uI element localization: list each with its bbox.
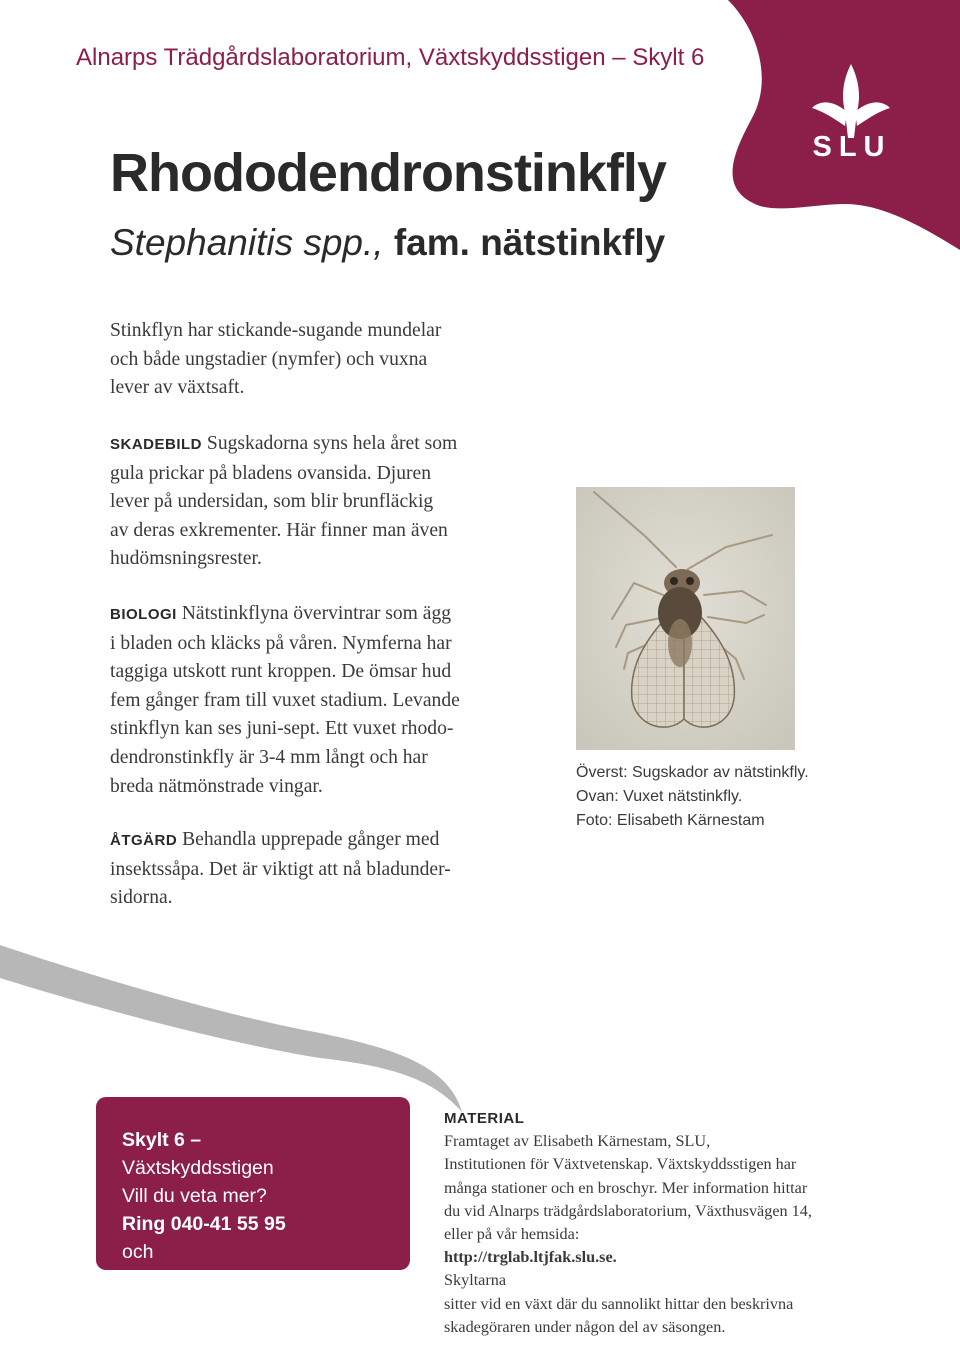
material-text: Skyltarna [444,1271,507,1290]
skadebild-line: hudömsningsrester. [110,548,262,570]
atgard-paragraph [110,826,530,913]
material-line [444,1223,812,1293]
biologi-text: Nätstinkflyna övervintrar som ägg [181,603,452,624]
atgard-line: insektssåpa. Det är viktigt att nå bladunder- [110,858,451,880]
skadebild-text: Sugskadorna syns hela året som [206,433,458,454]
intro-line: och både ungstadier (nymfer) och vuxna [110,348,428,370]
material-label: MATERIAL [444,1110,525,1127]
caption-line: Överst: Sugskador av nätstinkfly. [576,764,809,781]
family-name: fam. nätstinkfly [393,222,666,263]
material-line: skadegöraren under någon del av säsongen. [444,1317,726,1336]
biologi-line: taggiga utskott runt kroppen. De ömsar hud [110,661,452,683]
biologi-line: stinkflyn kan ses juni-sept. Ett vuxet rhodo- [110,718,454,740]
material-text: eller på vår hemsida: [444,1225,580,1244]
atgard-line: sidorna. [110,887,173,909]
biologi-line: dendronstinkfly är 3-4 mm långt och har [110,746,428,768]
skadebild-label: SKADEBILD [110,436,203,453]
intro-line: lever av växtsaft. [110,377,245,399]
phone-number[interactable]: Ring 040-41 55 95 [122,1213,286,1235]
website-link[interactable]: http://trglab.ltjfak.slu.se. [444,1248,617,1267]
skadebild-line: lever på undersidan, som blir brunfläckig [110,491,434,513]
atgard-text: Behandla upprepade gånger med [182,829,440,850]
atgard-line [110,826,530,856]
material-text: Framtaget av Elisabeth Kärnestam, SLU, [444,1132,711,1151]
biologi-label: BIOLOGI [110,606,177,623]
info-line [122,1126,341,1182]
info-line: Vill du veta mer? [122,1185,267,1207]
sign-number: Skylt 6 – [122,1129,202,1151]
trail-name: Växtskyddsstigen [122,1157,274,1179]
caption-line: Ovan: Vuxet nätstinkfly. [576,788,743,805]
slu-logo-text: SLU [812,131,892,163]
lace-bug-photo [576,487,795,750]
skadebild-line: av deras exkrementer. Här finner man även [110,519,448,541]
photo-caption [576,761,809,833]
material-line: sitter vid en växt där du sannolikt hittar den beskrivna [444,1294,794,1313]
info-box [96,1097,410,1291]
material-line [444,1107,812,1153]
biologi-paragraph [110,600,530,801]
material-paragraph [444,1107,812,1339]
trail-header: Alnarps Trädgårdslaboratorium, Växtskyddsstigen – Skylt 6 [76,44,705,71]
page-subtitle [110,222,665,264]
lace-bug-illustration [576,487,795,750]
biologi-line [110,600,530,630]
material-line: Institutionen för Växtvetenskap. Växtskyddsstigen har [444,1155,797,1174]
page-title: Rhododendronstinkfly [110,143,666,203]
info-text: och [122,1241,154,1263]
material-line: många stationer och en broschyr. Mer information hittar [444,1178,808,1197]
intro-paragraph [110,317,530,403]
skadebild-line [110,430,530,460]
biologi-line: i bladen och kläcks på våren. Nymferna har [110,632,452,654]
latin-name: Stephanitis spp., [110,222,384,263]
grey-swoosh [0,945,462,1112]
intro-line: Stinkflyn har stickande-sugande mundelar [110,320,442,341]
info-line: tryck in skyltens nummer. [122,1269,341,1291]
biologi-line: fem gånger fram till vuxet stadium. Levande [110,689,460,711]
material-line: du vid Alnarps trädgårdslaboratorium, Växthusvägen 14, [444,1201,812,1220]
info-line [122,1210,341,1266]
skadebild-paragraph [110,430,530,574]
biologi-line: breda nätmönstrade vingar. [110,775,323,797]
skadebild-line: gula prickar på bladens ovansida. Djuren [110,462,432,484]
atgard-label: ÅTGÄRD [110,832,178,849]
caption-line: Foto: Elisabeth Kärnestam [576,812,765,829]
